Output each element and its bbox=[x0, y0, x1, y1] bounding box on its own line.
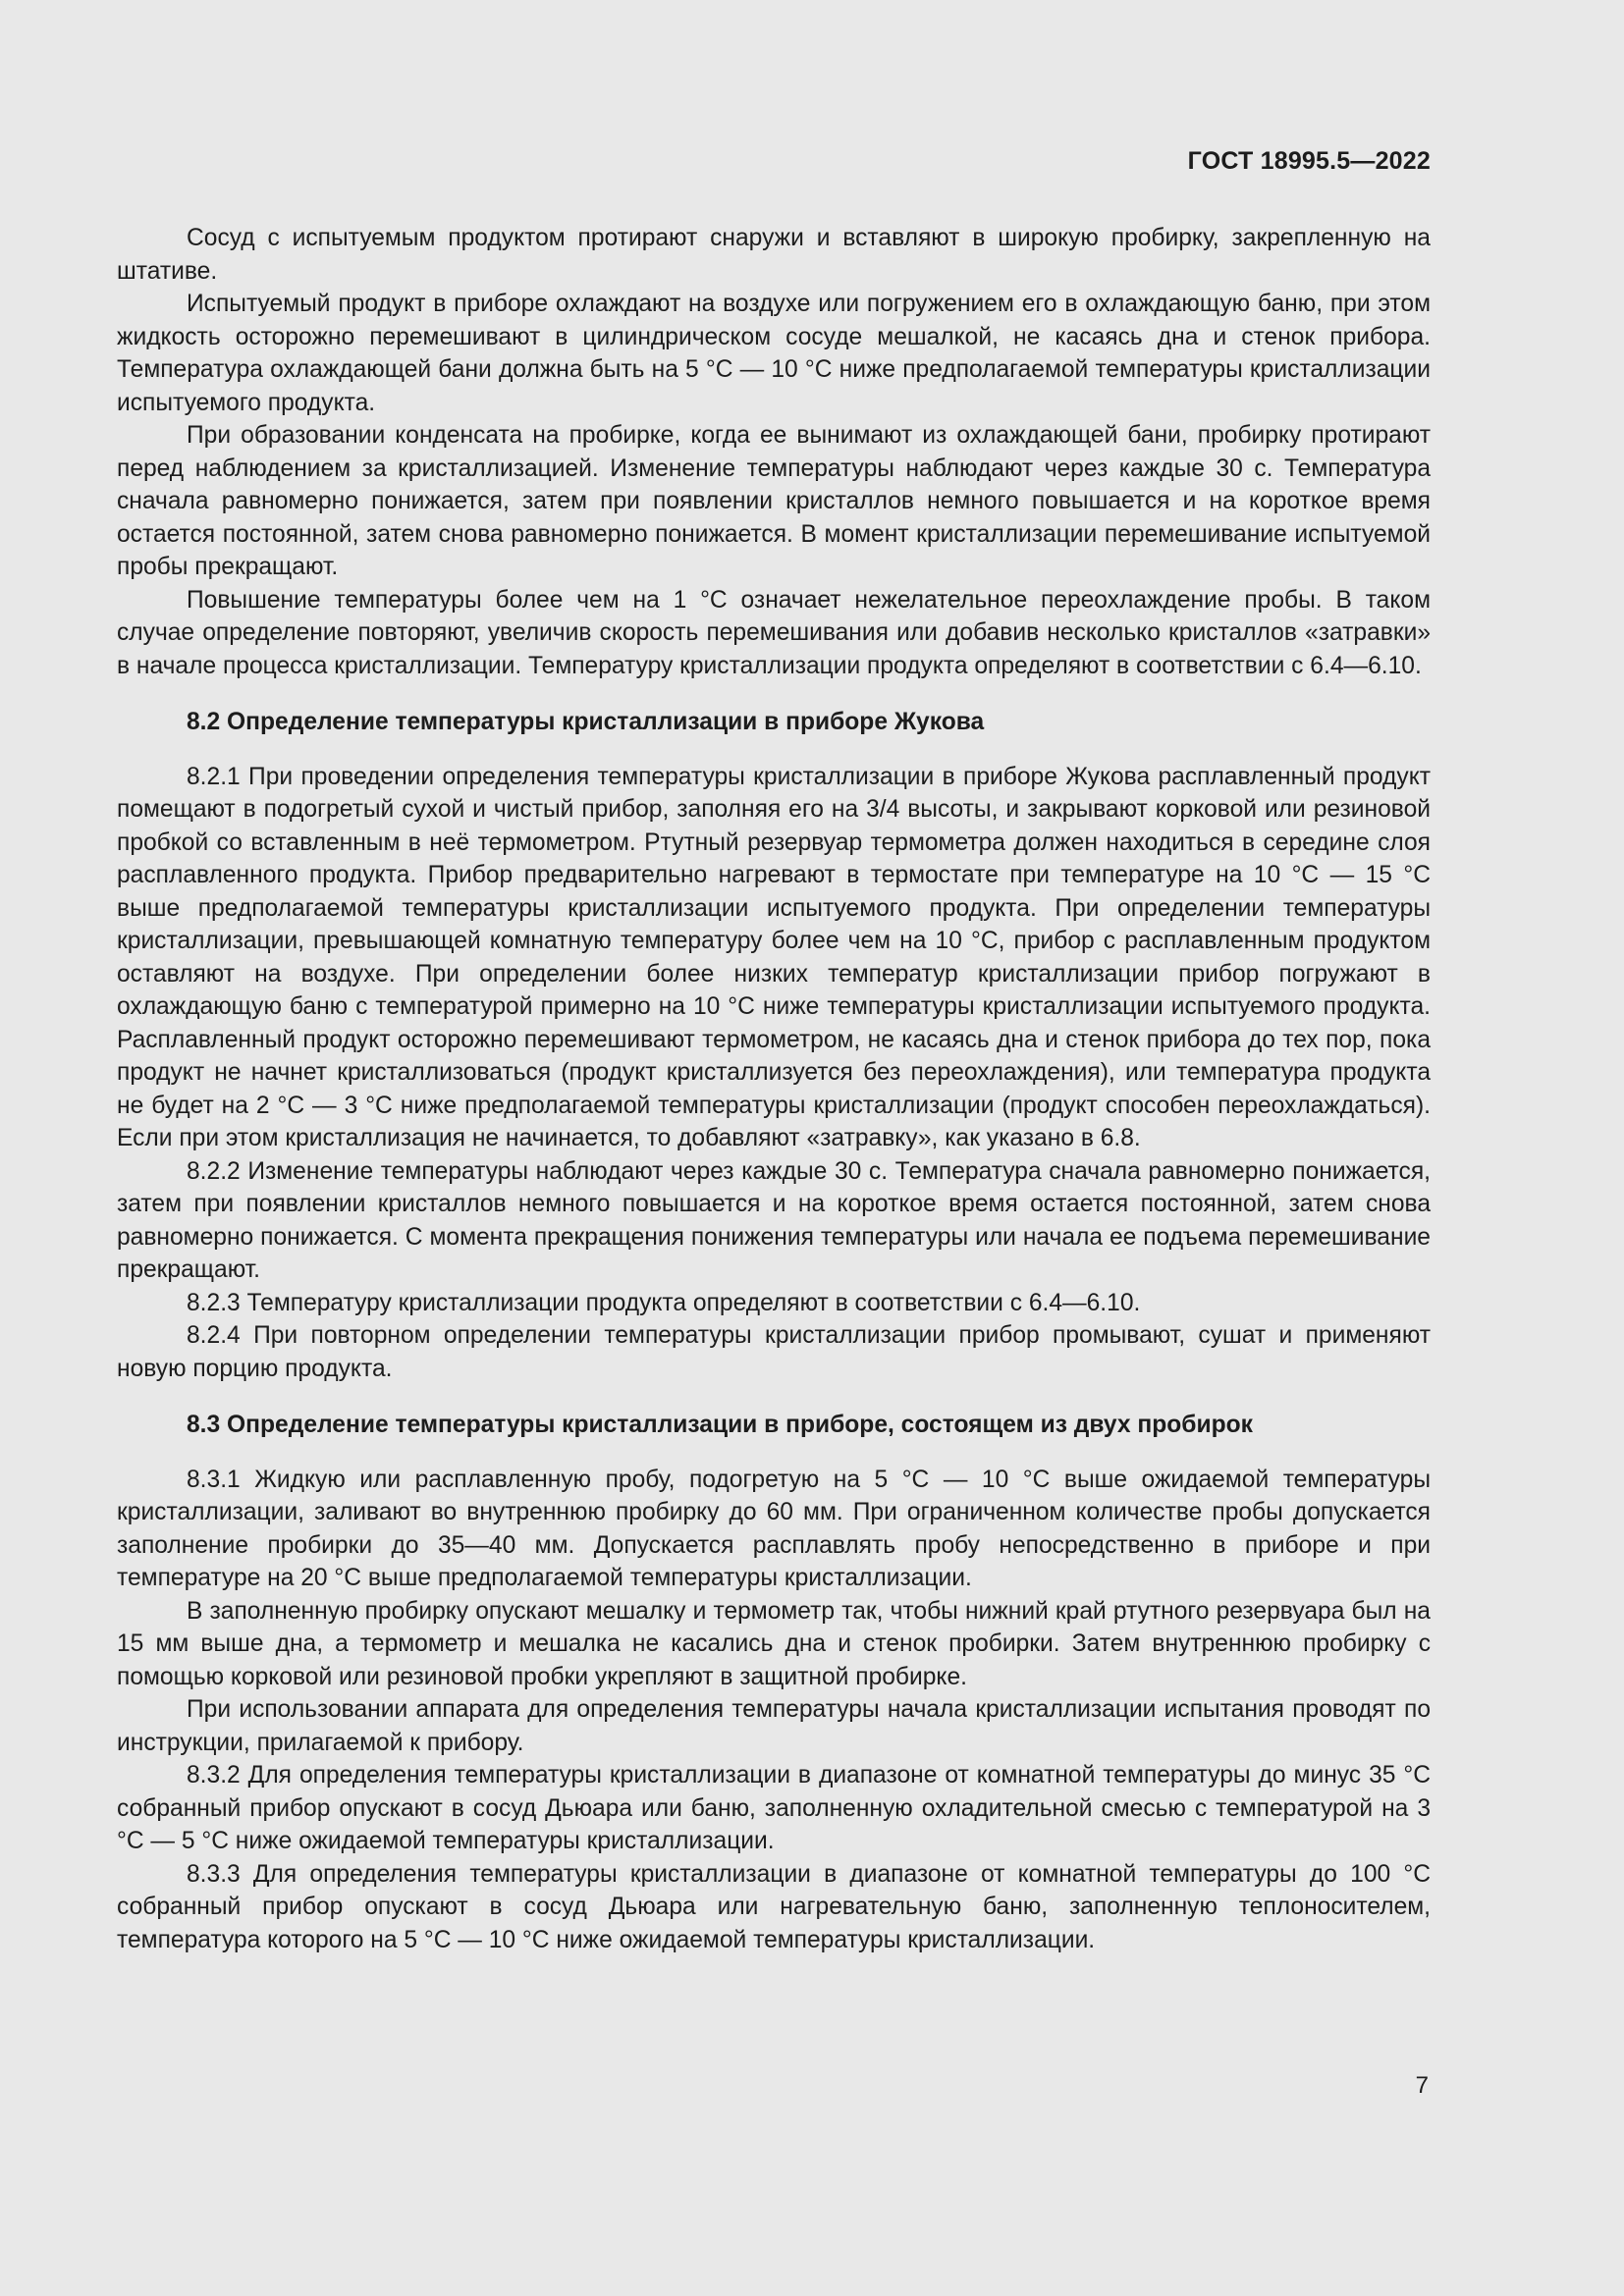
paragraph: 8.3.1 Жидкую или расплавленную пробу, подогретую на 5 °C — 10 °C выше ожидаемой температуры кристаллизации, заливают во внутреннюю пробирку до 60 мм. При ограниченном количестве пробы допускается заполнение пробирки до 35—40 мм. Допускается расплавлять пробу непосредственно в приборе и при температуре на 20 °C выше предполагаемой температуры кристаллизации. bbox=[117, 1466, 1431, 1591]
paragraph: В заполненную пробирку опускают мешалку и термометр так, чтобы нижний край ртутного резервуара был на 15 мм выше дна, а термометр и мешалка не касались дна и стенок пробирки. Затем внутреннюю пробирку с помощью корковой или резиновой пробки укрепляют в защитной пробирке. bbox=[117, 1597, 1431, 1690]
paragraph: 8.2.1 При проведении определения температуры кристаллизации в приборе Жукова расплавленный продукт помещают в подогретый сухой и чистый прибор, заполняя его на 3/4 высоты, и закрывают корковой или резиновой пробкой со вставленным в неё термометром. Ртутный резервуар термометра должен находиться в середине слоя расплавленного продукта. Прибор предварительно нагревают в термостате при температуре на 10 °C — 15 °C выше предполагаемой температуры кристаллизации испытуемого продукта. При определении температуры кристаллизации, превышающей комнатную температуру более чем на 10 °C, прибор с расплавленным продуктом оставляют на воздухе. При определении более низких температур кристаллизации прибор погружают в охлаждающую баню с температурой примерно на 10 °C ниже температуры кристаллизации испытуемого продукта. Расплавленный продукт осторожно перемешивают термометром, не касаясь дна и стенок прибора до тех пор, пока продукт не начнет кристаллизоваться (продукт кристаллизуется без переохлаждения), или температура продукта не будет на 2 °C — 3 °C ниже предполагаемой температуры кристаллизации (продукт способен переохлаждаться). Если при этом кристаллизация не начинается, то добавляют «затравку», как указано в 6.8. bbox=[117, 763, 1431, 1151]
paragraph: 8.2.2 Изменение температуры наблюдают через каждые 30 с. Температура сначала равномерно понижается, затем при появлении кристаллов немного повышается и на короткое время остается постоянной, затем снова равномерно понижается. С момента прекращения понижения температуры или начала ее подъема перемешивание прекращают. bbox=[117, 1157, 1431, 1283]
document-body bbox=[117, 222, 1431, 1956]
paragraph: При использовании аппарата для определения температуры начала кристаллизации испытания проводят по инструкции, прилагаемой к прибору. bbox=[117, 1696, 1431, 1756]
paragraph: При образовании конденсата на пробирке, когда ее вынимают из охлаждающей бани, пробирку протирают перед наблюдением за кристаллизацией. Изменение температуры наблюдают через каждые 30 с. Температура сначала равномерно понижается, затем при появлении кристаллов немного повышается и на короткое время остается постоянной, затем снова равномерно понижается. В момент кристаллизации перемешивание испытуемой пробы прекращают. bbox=[117, 422, 1431, 580]
paragraph: 8.3.3 Для определения температуры кристаллизации в диапазоне от комнатной температуры до 100 °C собранный прибор опускают в сосуд Дьюара или нагревательную баню, заполненную теплоносителем, температура которого на 5 °C — 10 °C ниже ожидаемой температуры кристаллизации. bbox=[117, 1860, 1431, 1953]
paragraph: 8.2.4 При повторном определении температуры кристаллизации прибор промывают, сушат и применяют новую порцию продукта. bbox=[117, 1322, 1431, 1382]
paragraph: Сосуд с испытуемым продуктом протирают снаружи и вставляют в широкую пробирку, закрепленную на штативе. bbox=[117, 225, 1431, 285]
section-heading-8-2: 8.2 Определение температуры кристаллизации в приборе Жукова bbox=[187, 709, 985, 735]
paragraph: 8.2.3 Температуру кристаллизации продукта определяют в соответствии с 6.4—6.10. bbox=[187, 1289, 1141, 1316]
section-heading-8-3: 8.3 Определение температуры кристаллизации в приборе, состоящем из двух пробирок bbox=[187, 1412, 1253, 1438]
paragraph: Испытуемый продукт в приборе охлаждают на воздухе или погружением его в охлаждающую баню, при этом жидкость осторожно перемешивают в цилиндрическом сосуде мешалкой, не касаясь дна и стенок прибора. Температура охлаждающей бани должна быть на 5 °C — 10 °C ниже предполагаемой температуры кристаллизации испытуемого продукта. bbox=[117, 291, 1431, 416]
page-number: 7 bbox=[1415, 2072, 1429, 2099]
paragraph: Повышение температуры более чем на 1 °C означает нежелательное переохлаждение пробы. В таком случае определение повторяют, увеличив скорость перемешивания или добавив несколько кристаллов «затравки» в начале процесса кристаллизации. Температуру кристаллизации продукта определяют в соответствии с 6.4—6.10. bbox=[117, 586, 1431, 679]
paragraph: 8.3.2 Для определения температуры кристаллизации в диапазоне от комнатной температуры до минус 35 °C собранный прибор опускают в сосуд Дьюара или баню, заполненную охладительной смесью с температурой на 3 °C — 5 °C ниже ожидаемой температуры кристаллизации. bbox=[117, 1762, 1431, 1854]
document-code: ГОСТ 18995.5—2022 bbox=[1187, 147, 1431, 175]
